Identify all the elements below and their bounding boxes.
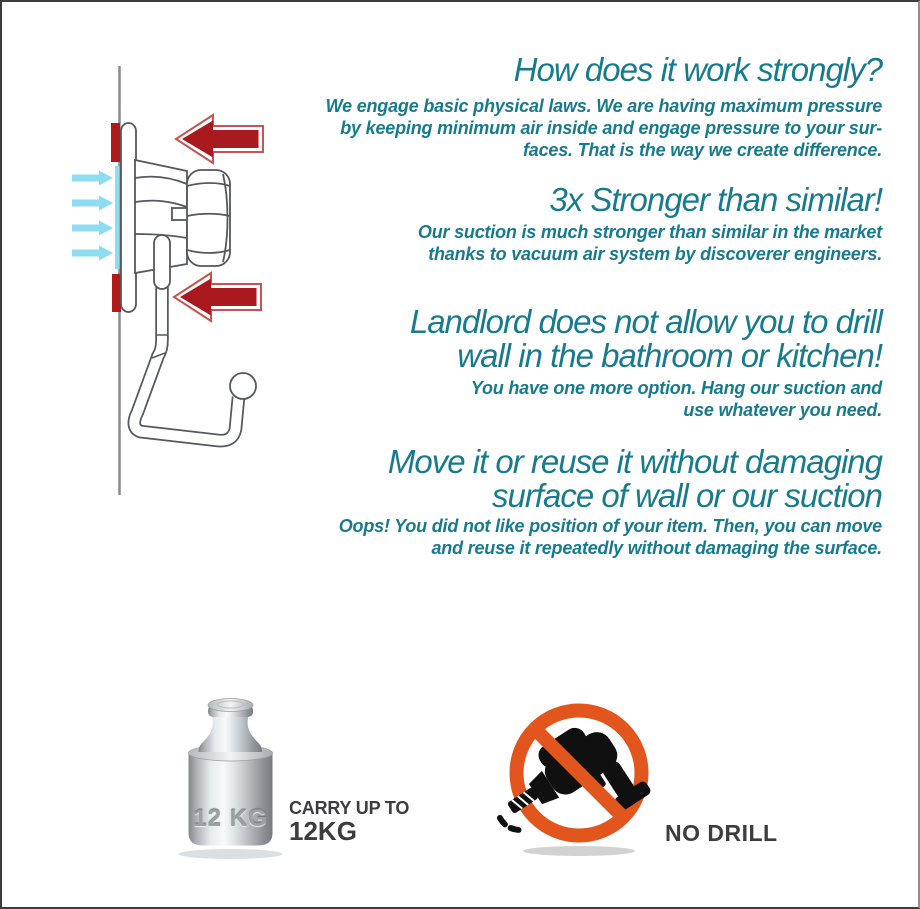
heading-line: Landlord does not allow you to drill	[409, 303, 882, 340]
pressure-arrow-top-icon	[176, 115, 263, 163]
hook-arm-outline	[134, 252, 238, 441]
vacuum-strip	[115, 166, 120, 269]
carry-capacity-kicker: CARRY UP TO	[289, 798, 410, 818]
section-body-how-it-works	[302, 95, 882, 161]
section-body-stronger	[302, 221, 882, 265]
weight-shadow	[179, 849, 283, 859]
weight-knob-top	[208, 699, 253, 712]
wall-seal-bottom	[112, 274, 121, 312]
heading-line: 3x Stronger than similar!	[549, 181, 882, 218]
body-line: use whatever you need.	[683, 400, 882, 420]
airflow-arrow-icon	[72, 171, 113, 186]
heading-line: wall in the bathroom or kitchen!	[457, 337, 882, 374]
heading-line: Move it or reuse it without damaging	[387, 443, 882, 480]
section-heading-stronger	[302, 183, 882, 217]
body-line: thanks to vacuum air system by discoverer engineers.	[428, 244, 882, 264]
body-line: by keeping minimum air inside and engage pressure to your sur-	[340, 118, 882, 138]
suction-cup-flange	[121, 123, 136, 312]
airflow-arrow-icon	[72, 246, 113, 261]
weight-engraving-label: 12 KG	[193, 805, 268, 832]
heading-line: surface of wall or our suction	[491, 477, 882, 514]
weight-neck	[199, 716, 263, 752]
marketing-copy	[302, 2, 882, 907]
hook-arm-fill	[134, 252, 238, 441]
airflow-arrow-icon	[72, 221, 113, 236]
pressure-arrow-bottom-icon	[174, 273, 261, 321]
hook-mount-loop	[154, 235, 170, 289]
section-heading-move-reuse	[302, 445, 882, 513]
body-line: You have one more option. Hang our suction and	[470, 378, 882, 398]
body-line: Our suction is much stronger than similar in the market	[417, 222, 882, 242]
no-drill-label: NO DRILL	[665, 820, 778, 846]
body-line: We engage basic physical laws. We are having maximum pressure	[325, 96, 882, 116]
airflow-arrows	[72, 171, 113, 261]
section-body-landlord	[302, 377, 882, 421]
airflow-arrow-icon	[72, 196, 113, 211]
body-line: Oops! You did not like position of your item. Then, you can move	[338, 516, 882, 536]
hook-ball-tip	[230, 373, 256, 399]
carry-capacity-value: 12KG	[289, 816, 357, 846]
wall-seal-top	[111, 123, 120, 162]
heading-line: How does it work strongly?	[513, 51, 882, 88]
section-heading-landlord	[302, 305, 882, 373]
suction-hook-diagram	[72, 66, 263, 495]
suction-hook-drawing	[121, 123, 256, 441]
weight-figure	[179, 699, 283, 860]
section-heading-how-it-works	[302, 53, 882, 87]
section-body-move-reuse	[302, 515, 882, 559]
body-line: and reuse it repeatedly without damaging the surface.	[431, 538, 882, 558]
body-line: faces. That is the way we create difference.	[522, 140, 882, 160]
